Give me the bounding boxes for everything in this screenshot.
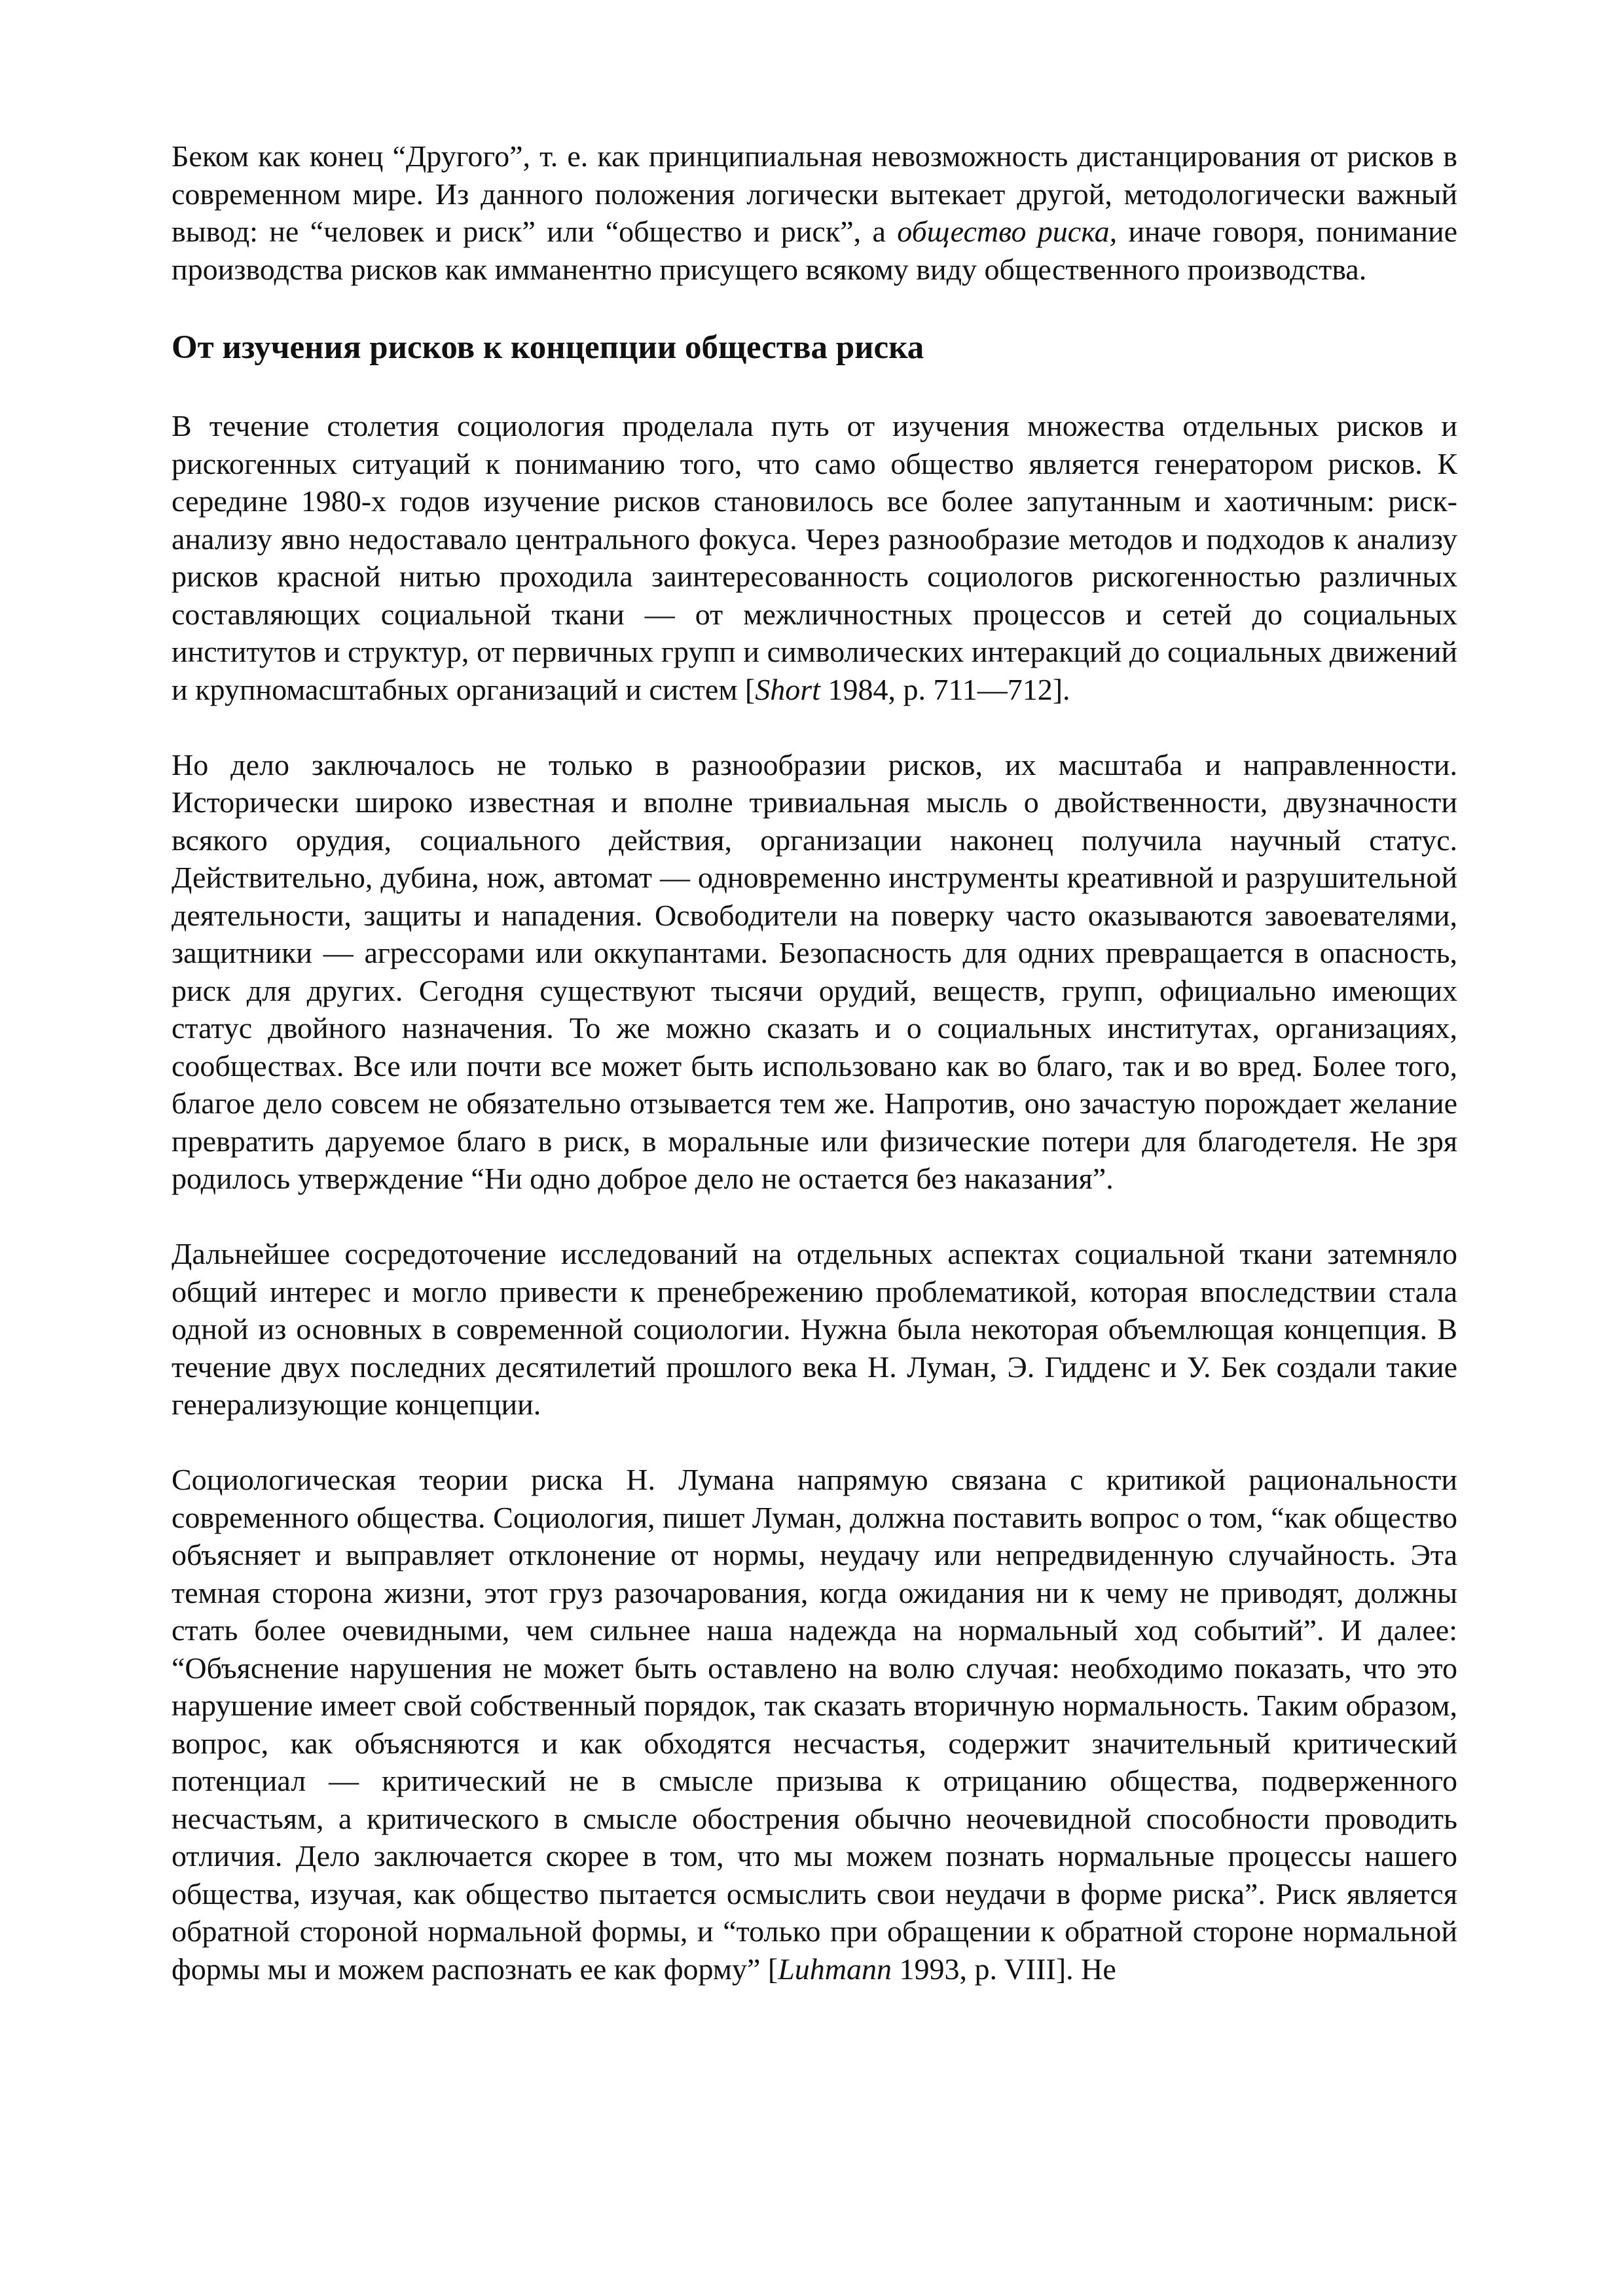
- paragraph-intro-text-1: Беком как конец “Другого”, т. е. как принципиальная невозможность дистанцирования от рисков в современном мире. Из данного положения логически вытекает другой, методологически важный вывод: не “человек и риск” или “общество и риск”, а: [172, 139, 1457, 248]
- paragraph-intro-text-2: иначе говоря, понимание производства рисков как имманентно присущего всякому виду общественного производства.: [172, 215, 1458, 286]
- paragraph-3: Но дело заключалось не только в разнообразии рисков, их масштаба и направленности. Исторически широко известная и вполне тривиальная мысль о двойственности, двузначности всякого орудия, социального действия, организации наконец получила научный статус. Действительно, дубина, нож, автомат — одновременно инструменты креативной и разрушительной деятельности, защиты и нападения. Освободители на поверку часто оказываются завоевателями, защитники — агрессорами или оккупантами. Безопасность для одних превращается в опасность, риск для других. Сегодня существуют тысячи орудий, веществ, групп, официально имеющих статус двойного назначения. То же можно сказать и о социальных институтах, организациях, сообществах. Все или почти все может быть использовано как во благо, так и во вред. Более того, благое дело совсем не обязательно отзывается тем же. Напротив, оно зачастую порождает желание превратить даруемое благо в риск, в моральные или физические потери для благодетеля. Не зря родилось утверждение “Ни одно доброе дело не остается без наказания”.: [172, 747, 1457, 1195]
- paragraph-2-text-1: В течение столетия социология проделала путь от изучения множества отдельных рисков и рискогенных ситуаций к пониманию того, что само общество является генератором рисков. К середине 1980-х годов изучение рисков становилось все более запутанным и хаотичным: риск-анализу явно недоставало центрального фокуса. Через разнообразие методов и подходов к анализу рисков красной нитью проходила заинтересованность социологов рискогенностью различных составляющих социальной ткани — от межличностных процессов и сетей до социальных институтов и структур, от первичных групп и символических интеракций до социальных движений и крупномасштабных организаций и систем [: [172, 409, 1457, 706]
- paragraph-5-italic: Luhmann: [778, 1952, 892, 1986]
- paragraph-5-text-1: Социологическая теории риска Н. Лумана напрямую связана с критикой рациональности современного общества. Социология, пишет Луман, должна поставить вопрос о том, “как общество объясняет и выправляет отклонение от нормы, неудачу или непредвиденную случайность. Эта темная сторона жизни, этот груз разочарования, когда ожидания ни к чему не приводят, должны стать более очевидными, чем сильнее наша надежда на нормальный ход событий”. И далее: “Объяснение нарушения не может быть оставлено на волю случая: необходимо показать, что это нарушение имеет свой собственный порядок, так сказать вторичную нормальность. Таким образом, вопрос, как объясняются и как обходятся несчастья, содержит значительный критический потенциал — критический не в смысле призыва к отрицанию общества, подверженного несчастьям, а критического в смысле обострения обычно неочевидной способности проводить отличия. Дело заключается скорее в том, что мы можем познать нормальные процессы нашего общества, изучая, как общество пытается осмыслить свои неудачи в форме риска”. Риск является обратной стороной нормальной формы, и “только при обращении к обратной стороне нормальной формы мы и можем распознать ее как форму” [: [172, 1463, 1457, 1986]
- paragraph-intro-italic: общество риска,: [897, 215, 1118, 248]
- paragraph-4: Дальнейшее сосредоточение исследований на отдельных аспектах социальной ткани затемняло общий интерес и могло привести к пренебрежению проблематикой, которая впоследствии стала одной из основных в современной социологии. Нужна была некоторая объемлющая концепция. В течение двух последних десятилетий прошлого века Н. Луман, Э. Гидденс и У. Бек создали такие генерализующие концепции.: [172, 1237, 1457, 1421]
- paragraph-2: [172, 407, 1457, 708]
- document-page: [172, 137, 1457, 2026]
- paragraph-2-text-2: 1984, p. 711—712].: [820, 672, 1070, 706]
- paragraph-intro: [172, 137, 1457, 288]
- section-heading: От изучения рисков к концепции общества риска: [172, 329, 924, 366]
- paragraph-2-italic: Short: [755, 672, 820, 706]
- paragraph-5-text-2: 1993, p. VIII]. Не: [892, 1952, 1116, 1986]
- paragraph-5: [172, 1461, 1457, 1988]
